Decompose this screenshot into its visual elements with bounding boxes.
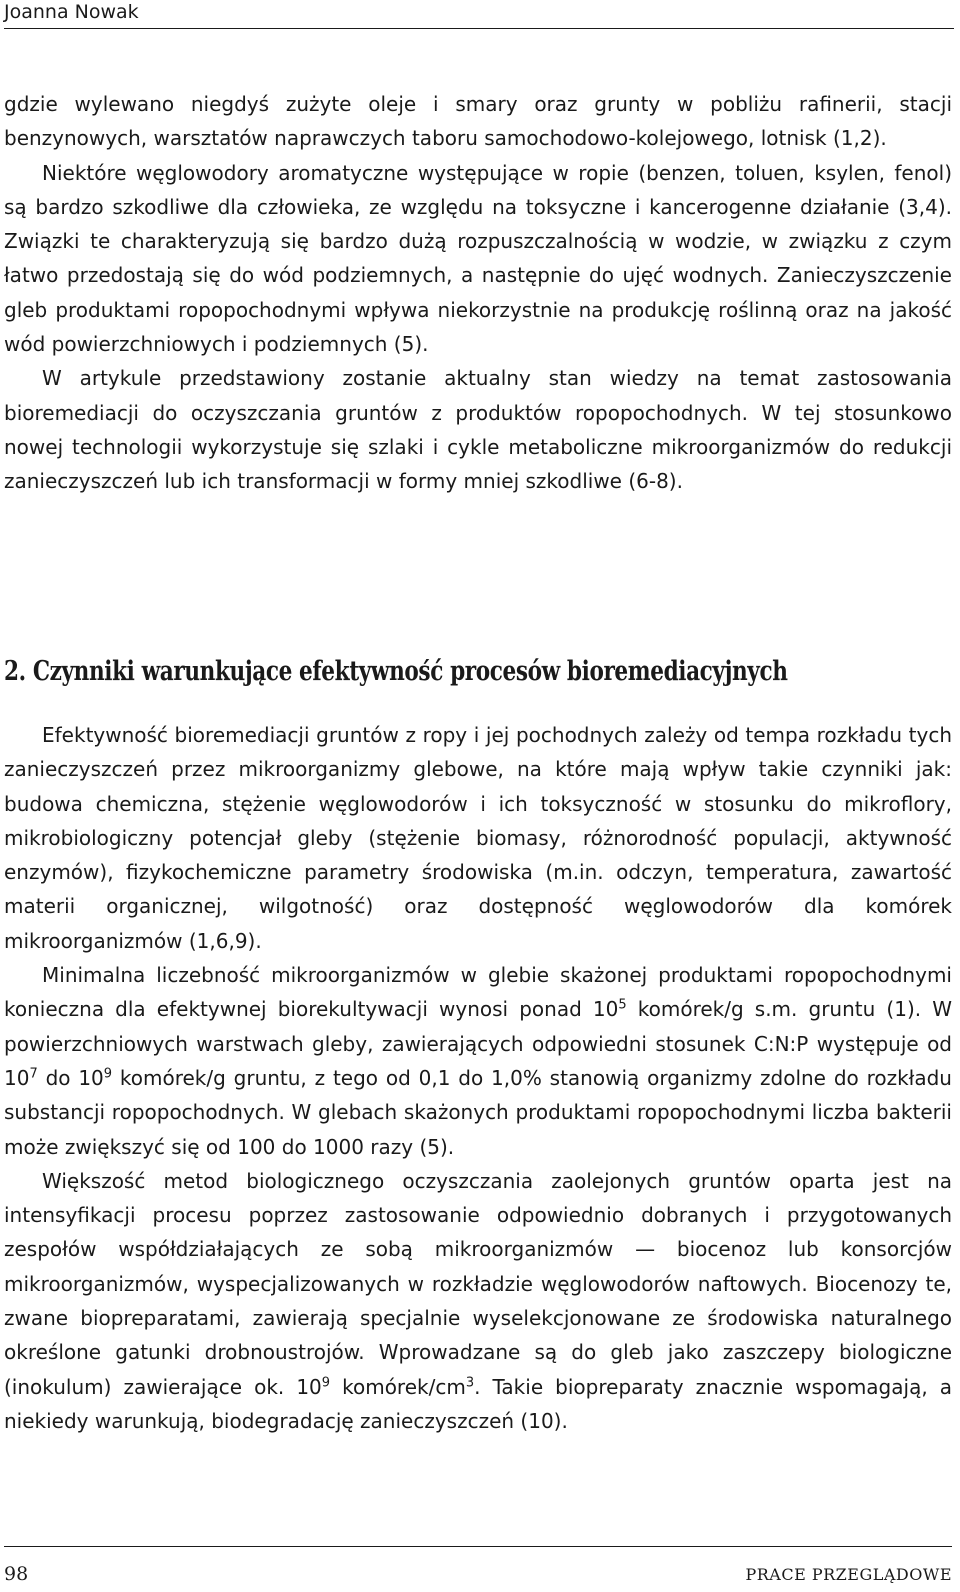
text-run: komórek/cm [330, 1374, 466, 1399]
paragraph: Efektywność bioremediacji gruntów z ropy i jej pochodnych zależy od tempa rozkładu tych zanieczyszczeń przez mikroorganizmy glebowe, na które mają wpływ takie czynniki jak: budowa chemiczna, stężenie węglowodorów i ich toksyczność w stosunku do mikroflory, mikrobiologiczny potencjał gleby (stężenie biomasy, różnorodność populacji, aktywność enzymów), fizykochemiczne parametry środowiska (m.in. odczyn, temperatura, zawartość materii organicznej, wilgotność) oraz dostępność węglowodorów dla komórek mikroorganizmów (1,6,9). [4, 723, 952, 953]
paragraph: Niektóre węglowodory aromatyczne występujące w ropie (benzen, toluen, ksylen, fenol) są bardzo szkodliwe dla człowieka, ze względu na toksyczne i kancerogenne działanie (3,4). Związki te charakteryzują się bardzo dużą rozpuszczalnością w wodzie, w związku z czym łatwo przedostają się do wód podziemnych, a następnie do ujęć wodnych. Zanieczyszczenie gleb produktami ropopochodnymi wpływa niekorzystnie na produkcję roślinną oraz na jakość wód powierzchniowych i podziemnych (5). [4, 160, 952, 357]
section-1-text [4, 87, 952, 499]
superscript: 3 [465, 1374, 475, 1390]
page-number: 98 [4, 1563, 29, 1585]
running-header [4, 0, 954, 29]
section-heading: 2. Czynniki warunkujące efektywność procesów bioremediacyjnych [4, 656, 788, 687]
section-2-text [4, 718, 952, 1438]
superscript: 9 [103, 1066, 113, 1082]
superscript: 7 [29, 1066, 38, 1082]
superscript: 9 [321, 1374, 331, 1390]
paragraph: gdzie wylewano niegdyś zużyte oleje i smary oraz grunty w pobliżu rafinerii, stacji benzynowych, warsztatów naprawczych taboru samochodowo-kolejowego, lotnisk (1,2). [4, 92, 952, 151]
text-run: komórek/g s.m. gruntu (1). W powierzchniowych warstwach gleby, zawierających odpowiedni stosunek C:N:P występuje od 10 [4, 997, 952, 1090]
text-run: Minimalna liczebność mikroorganizmów w glebie skażonej produktami ropopochodnymi konieczna dla efektywnej biorekultywacji wynosi ponad 10 [4, 963, 952, 1022]
paragraph [4, 1164, 952, 1438]
text-run: komórek/g gruntu, z tego od 0,1 do 1,0% stanowią organizmy zdolne do rozkładu substancji ropopochodnych. W glebach skażonych produktami ropopochodnymi liczba bakterii może zwiększyć się od 100 do 1000 razy (5). [4, 1065, 952, 1159]
text-run: do 10 [37, 1065, 104, 1090]
superscript: 5 [618, 997, 627, 1013]
journal-section-label: PRACE PRZEGLĄDOWE [745, 1565, 952, 1584]
paragraph: W artykule przedstawiony zostanie aktualny stan wiedzy na temat zastosowania bioremediacji do oczyszczania gruntów z produktów ropopochodnych. W tej stosunkowo nowej technologii wykorzystuje się szlaki i cykle metaboliczne mikroorganizmów do redukcji zanieczyszczeń lub ich transformacji w formy mniej szkodliwe (6-8). [4, 366, 952, 494]
text-run: . Takie biopreparaty znacznie wspomagają, a niekiedy warunkują, biodegradację zanieczyszczeń (10). [4, 1374, 952, 1433]
page-footer [4, 1546, 952, 1587]
text-run: Większość metod biologicznego oczyszczania zaolejonych gruntów oparta jest na intensyfikacji procesu poprzez zastosowanie odpowiednio dobranych i przygotowanych zespołów współdziałających ze sobą mikroorganizmów — biocenoz lub konsorcjów mikroorganizmów, wyspecjalizowanych w rozkładzie węglowodorów naftowych. Biocenozy te, zwane biopreparatami, zawierają specjalnie wyselekcjonowane ze środowiska naturalnego określone gatunki drobnoustrojów. Wprowadzane są do gleb jako zaszczepy biologiczne (inokulum) zawierające ok. 10 [4, 1168, 952, 1399]
header-author: Joanna Nowak [4, 1, 139, 23]
paragraph [4, 958, 952, 1164]
